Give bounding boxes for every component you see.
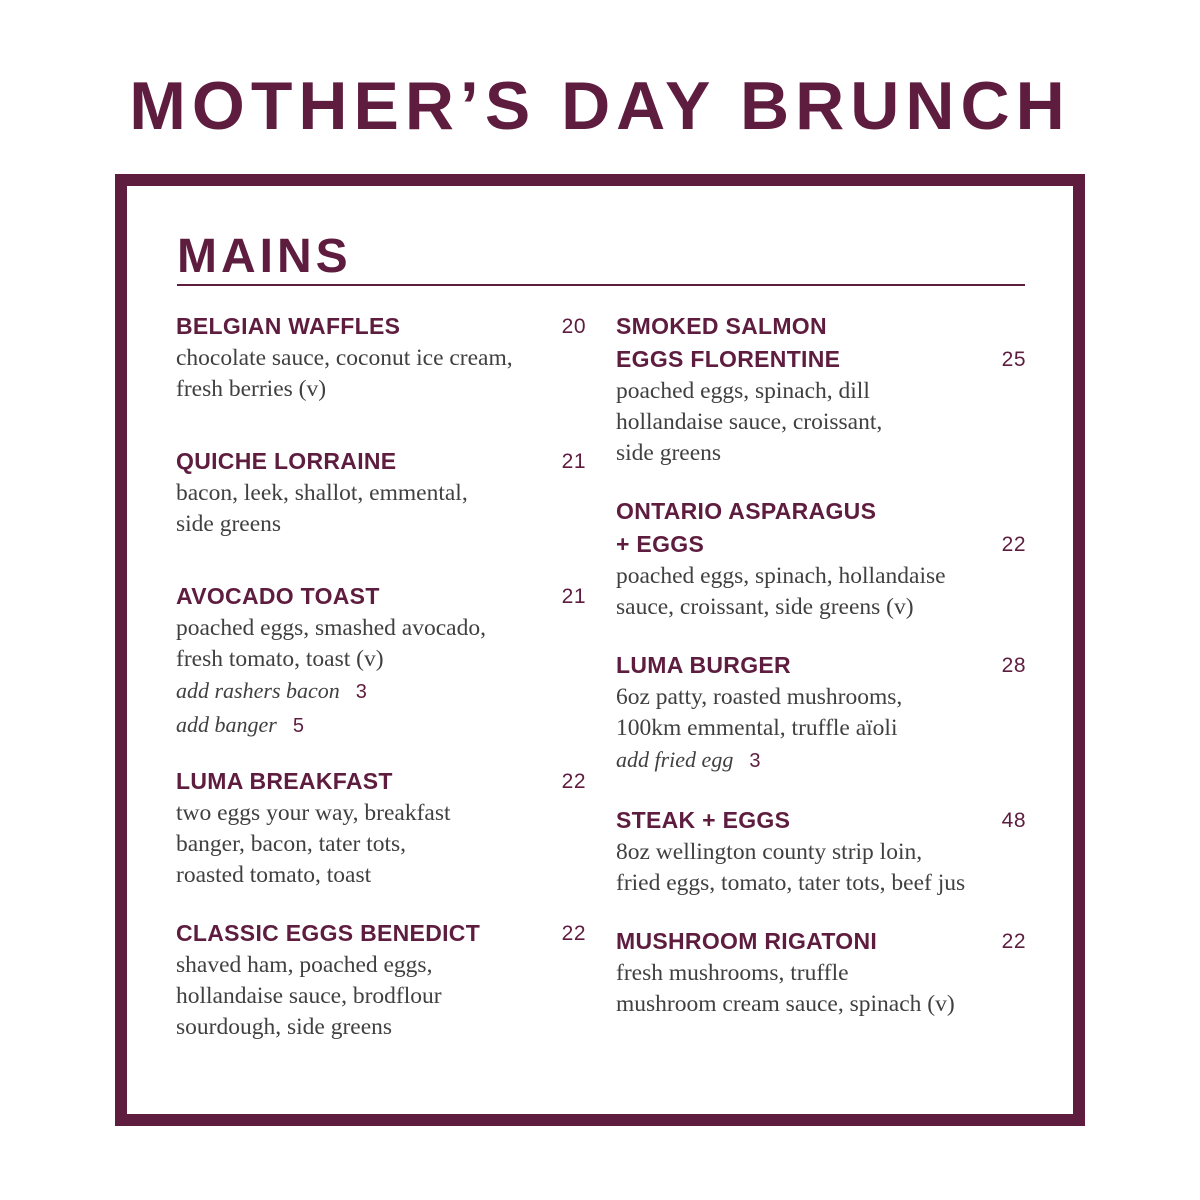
menu-item — [616, 495, 1026, 623]
menu-item-price: 20 — [561, 315, 586, 338]
menu-item — [616, 804, 1026, 899]
menu-item — [176, 580, 586, 743]
menu-item-description: bacon, leek, shallot, emmental, side greens — [176, 480, 468, 537]
menu-item-description: 8oz wellington county strip loin, fried eggs, tomato, tater tots, beef jus — [616, 839, 966, 896]
section-title: MAINS — [177, 230, 352, 283]
menu-item — [176, 917, 586, 1043]
menu-item — [616, 649, 1026, 778]
menu-item-header — [616, 649, 1026, 682]
menu-item-header — [616, 925, 1026, 958]
menu-item-price: 28 — [1001, 654, 1026, 677]
page-title: MOTHER’S DAY BRUNCH — [129, 68, 1071, 144]
addon-price: 3 — [749, 750, 761, 772]
menu-item-price: 22 — [561, 770, 586, 793]
addon-label: add banger — [176, 712, 277, 737]
menu-item-price: 22 — [1001, 533, 1026, 556]
menu-item-addon — [176, 709, 586, 743]
menu-item-price: 48 — [1001, 809, 1026, 832]
menu-item-description: poached eggs, spinach, hollandaise sauce, croissant, side greens (v) — [616, 563, 946, 620]
menu-item-name: ONTARIO ASPARAGUS + EGGS — [616, 498, 877, 557]
menu-column-right — [616, 310, 1026, 1020]
menu-item-description: two eggs your way, breakfast banger, bacon, tater tots, roasted tomato, toast — [176, 800, 451, 888]
addon-label: add rashers bacon — [176, 678, 340, 703]
menu-item-header — [616, 310, 1026, 376]
menu-item-header — [176, 445, 586, 478]
menu-item-description: poached eggs, smashed avocado, fresh tomato, toast (v) — [176, 615, 486, 672]
menu-item-addon — [176, 675, 586, 709]
section-divider — [177, 284, 1025, 286]
menu-item — [176, 765, 586, 891]
menu-column-left — [176, 310, 586, 1043]
menu-item-header — [616, 495, 1026, 561]
menu-item-description: chocolate sauce, coconut ice cream, fresh berries (v) — [176, 345, 513, 402]
menu-item-name: CLASSIC EGGS BENEDICT — [176, 920, 481, 946]
menu-item-description: fresh mushrooms, truffle mushroom cream sauce, spinach (v) — [616, 960, 955, 1017]
menu-item — [616, 310, 1026, 469]
menu-item-name: BELGIAN WAFFLES — [176, 313, 401, 339]
menu-item-name: MUSHROOM RIGATONI — [616, 928, 878, 954]
menu-item-name: SMOKED SALMON EGGS FLORENTINE — [616, 313, 841, 372]
addon-label: add fried egg — [616, 747, 734, 772]
menu-item-price: 21 — [561, 585, 586, 608]
menu-item-name: LUMA BURGER — [616, 652, 791, 678]
menu-item-header — [176, 580, 586, 613]
menu-item-header — [176, 765, 586, 798]
menu-item-description: shaved ham, poached eggs, hollandaise sauce, brodflour sourdough, side greens — [176, 952, 442, 1040]
menu-item-header — [176, 917, 586, 950]
menu-item-price: 22 — [1001, 930, 1026, 953]
menu-item-name: STEAK + EGGS — [616, 807, 791, 833]
menu-item-description: 6oz patty, roasted mushrooms, 100km emmental, truffle aïoli — [616, 684, 903, 741]
menu-item-addon — [616, 744, 1026, 778]
addon-price: 5 — [292, 715, 304, 737]
addon-price: 3 — [355, 681, 367, 703]
menu-item-name: AVOCADO TOAST — [176, 583, 380, 609]
menu-item — [176, 445, 586, 540]
menu-item-description: poached eggs, spinach, dill hollandaise sauce, croissant, side greens — [616, 378, 883, 466]
menu-item-header — [616, 804, 1026, 837]
menu-item-name: LUMA BREAKFAST — [176, 768, 393, 794]
menu-item-price: 25 — [1001, 348, 1026, 371]
menu-item — [616, 925, 1026, 1020]
menu-item-price: 22 — [561, 922, 586, 945]
menu-item-price: 21 — [561, 450, 586, 473]
menu-item-name: QUICHE LORRAINE — [176, 448, 397, 474]
menu-item-header — [176, 310, 586, 343]
menu-item — [176, 310, 586, 405]
